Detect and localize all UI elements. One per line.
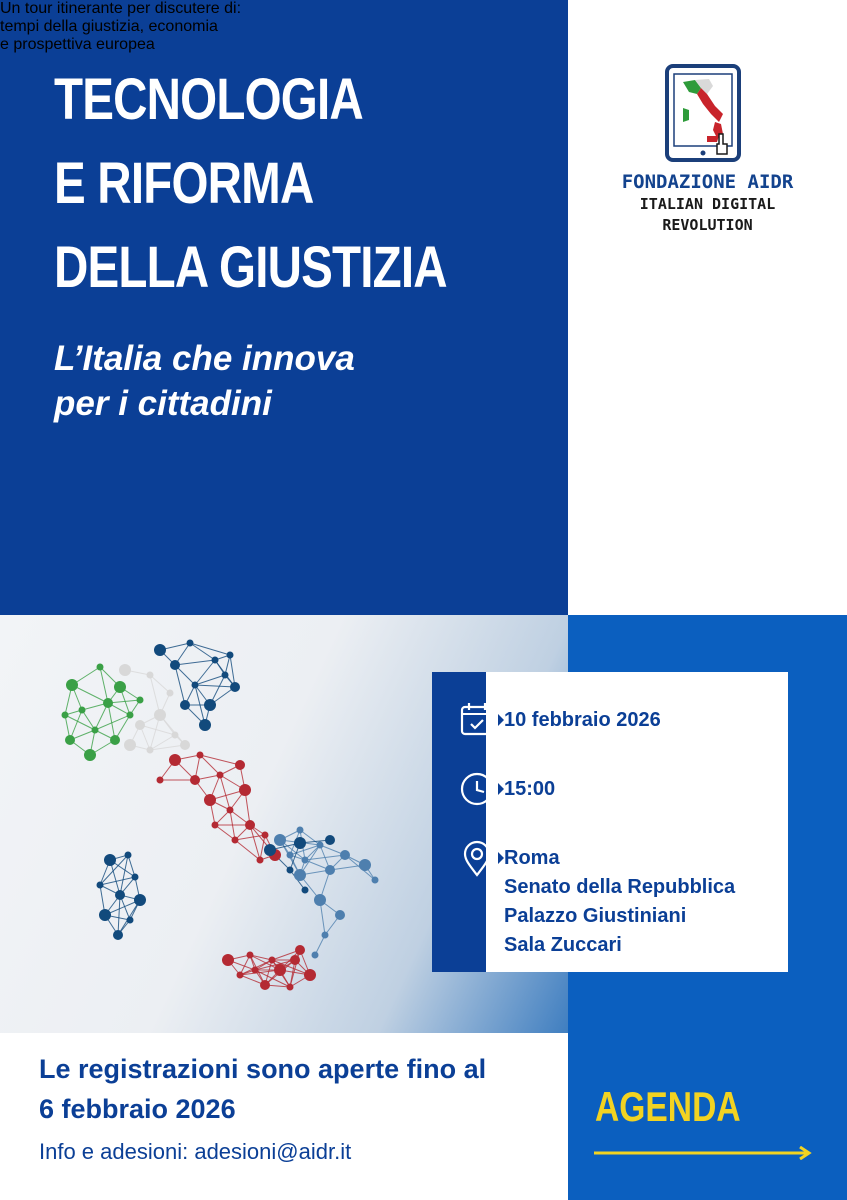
map-node xyxy=(192,682,199,689)
map-node xyxy=(269,957,276,964)
date-row xyxy=(504,706,661,735)
map-node xyxy=(222,672,229,679)
location-palace: Palazzo Giustiniani xyxy=(504,905,687,927)
arrow-marker-icon xyxy=(498,783,504,795)
map-node xyxy=(340,850,350,860)
map-node xyxy=(245,820,255,830)
map-link xyxy=(190,643,215,660)
map-node xyxy=(262,832,269,839)
map-node xyxy=(114,681,126,693)
arrow-right-icon[interactable] xyxy=(594,1146,812,1160)
map-node xyxy=(119,664,131,676)
map-node xyxy=(124,739,136,751)
map-node xyxy=(147,747,154,754)
title-line-2: E RIFORMA xyxy=(54,151,314,216)
map-node xyxy=(222,954,234,966)
map-node xyxy=(322,932,329,939)
italy-tablet-logo-icon xyxy=(665,64,741,162)
map-node xyxy=(132,874,139,881)
map-node xyxy=(359,859,371,871)
map-node xyxy=(257,857,264,864)
map-node xyxy=(147,672,154,679)
map-link xyxy=(120,855,128,895)
location-building: Senato della Repubblica xyxy=(504,876,736,898)
map-node xyxy=(290,955,300,965)
map-node xyxy=(103,698,113,708)
map-node xyxy=(180,700,190,710)
map-node xyxy=(204,794,216,806)
map-node xyxy=(372,877,379,884)
registration-line-1: Le registrazioni sono aperte fino al xyxy=(39,1054,487,1084)
location-city: Roma xyxy=(504,847,560,869)
map-node xyxy=(295,945,305,955)
map-node xyxy=(252,967,259,974)
map-node xyxy=(304,969,316,981)
event-title xyxy=(54,58,472,310)
map-node xyxy=(247,952,254,959)
event-time: 15:00 xyxy=(504,778,556,800)
map-node xyxy=(287,867,294,874)
map-node xyxy=(115,890,125,900)
map-node xyxy=(312,952,319,959)
agenda-card xyxy=(432,672,788,972)
map-link xyxy=(150,745,185,750)
map-node xyxy=(204,699,216,711)
map-node xyxy=(197,752,204,759)
map-node xyxy=(66,679,78,691)
hero-panel xyxy=(0,0,568,615)
subtitle-line-1: L’Italia che innova xyxy=(54,339,355,378)
map-node xyxy=(302,857,309,864)
map-node xyxy=(97,664,104,671)
map-link xyxy=(175,665,185,705)
map-node xyxy=(274,834,286,846)
map-node xyxy=(169,754,181,766)
map-node xyxy=(264,844,276,856)
title-line-1: TECNOLOGIA xyxy=(54,67,363,132)
event-subtitle xyxy=(54,336,355,426)
map-node xyxy=(187,640,194,647)
map-node xyxy=(212,657,219,664)
time-row xyxy=(504,775,555,804)
map-node xyxy=(227,652,234,659)
map-node xyxy=(110,735,120,745)
map-node xyxy=(127,917,134,924)
map-node xyxy=(235,760,245,770)
arrow-marker-icon xyxy=(498,852,504,864)
description-line-1: Un tour itinerante per discutere di: xyxy=(0,0,242,17)
map-node xyxy=(199,719,211,731)
logo-panel xyxy=(568,0,847,615)
map-node xyxy=(190,775,200,785)
title-line-3: DELLA GIUSTIZIA xyxy=(54,235,447,300)
map-node xyxy=(335,910,345,920)
map-node xyxy=(294,837,306,849)
map-node xyxy=(227,807,234,814)
logo-tagline-2: REVOLUTION xyxy=(662,216,753,234)
registration-deadline xyxy=(39,1049,486,1129)
calendar-icon xyxy=(458,700,496,738)
map-link xyxy=(215,825,235,840)
map-node xyxy=(125,852,132,859)
arrow-marker-icon xyxy=(498,714,504,726)
map-node xyxy=(325,835,335,845)
info-contact[interactable]: Info e adesioni: adesioni@aidr.it xyxy=(39,1139,352,1164)
map-node xyxy=(170,660,180,670)
map-link xyxy=(235,840,260,860)
map-node xyxy=(217,772,224,779)
map-node xyxy=(314,894,326,906)
agenda-link[interactable]: AGENDA xyxy=(595,1083,741,1130)
map-node xyxy=(239,784,251,796)
map-node xyxy=(92,727,99,734)
location-pin-icon xyxy=(458,840,496,878)
subtitle-line-2: per i cittadini xyxy=(54,384,272,423)
map-node xyxy=(65,735,75,745)
map-node xyxy=(137,697,144,704)
clock-icon xyxy=(458,770,496,808)
map-node xyxy=(127,712,134,719)
map-node xyxy=(154,644,166,656)
map-node xyxy=(79,707,86,714)
map-node xyxy=(237,972,244,979)
map-node xyxy=(287,984,294,991)
map-node xyxy=(274,964,286,976)
map-node xyxy=(230,682,240,692)
map-node xyxy=(287,852,294,859)
map-link xyxy=(150,675,170,693)
map-link xyxy=(195,685,235,687)
map-node xyxy=(135,720,145,730)
map-node xyxy=(113,930,123,940)
map-node xyxy=(154,709,166,721)
logo-name: FONDAZIONE AIDR xyxy=(621,171,794,193)
map-node xyxy=(62,712,69,719)
registration-line-2: 6 febbraio 2026 xyxy=(39,1094,236,1124)
description-line-2: tempi della giustizia, economia xyxy=(0,18,218,35)
logo-tagline-1: ITALIAN DIGITAL xyxy=(639,195,776,213)
map-node xyxy=(134,894,146,906)
registration-panel xyxy=(0,1033,568,1200)
map-node xyxy=(294,869,306,881)
map-node xyxy=(97,882,104,889)
map-link xyxy=(118,895,120,935)
map-node xyxy=(232,837,239,844)
map-node xyxy=(167,690,174,697)
map-node xyxy=(84,749,96,761)
location-row xyxy=(504,844,735,960)
map-link xyxy=(150,675,160,715)
map-link xyxy=(260,835,265,860)
map-link xyxy=(200,755,240,765)
map-node xyxy=(157,777,164,784)
location-room: Sala Zuccari xyxy=(504,934,622,956)
map-link xyxy=(305,855,345,860)
map-link xyxy=(175,660,215,665)
map-node xyxy=(302,887,309,894)
map-node xyxy=(172,732,179,739)
map-node xyxy=(325,865,335,875)
map-node xyxy=(99,909,111,921)
map-node xyxy=(260,980,270,990)
map-link xyxy=(100,667,108,703)
map-node xyxy=(212,822,219,829)
map-link xyxy=(72,685,108,703)
event-date: 10 febbraio 2026 xyxy=(504,709,661,731)
map-node xyxy=(104,854,116,866)
map-link xyxy=(190,643,230,655)
description-line-3: e prospettiva europea xyxy=(0,36,155,53)
map-node xyxy=(297,827,304,834)
map-node xyxy=(180,740,190,750)
map-node xyxy=(317,842,324,849)
